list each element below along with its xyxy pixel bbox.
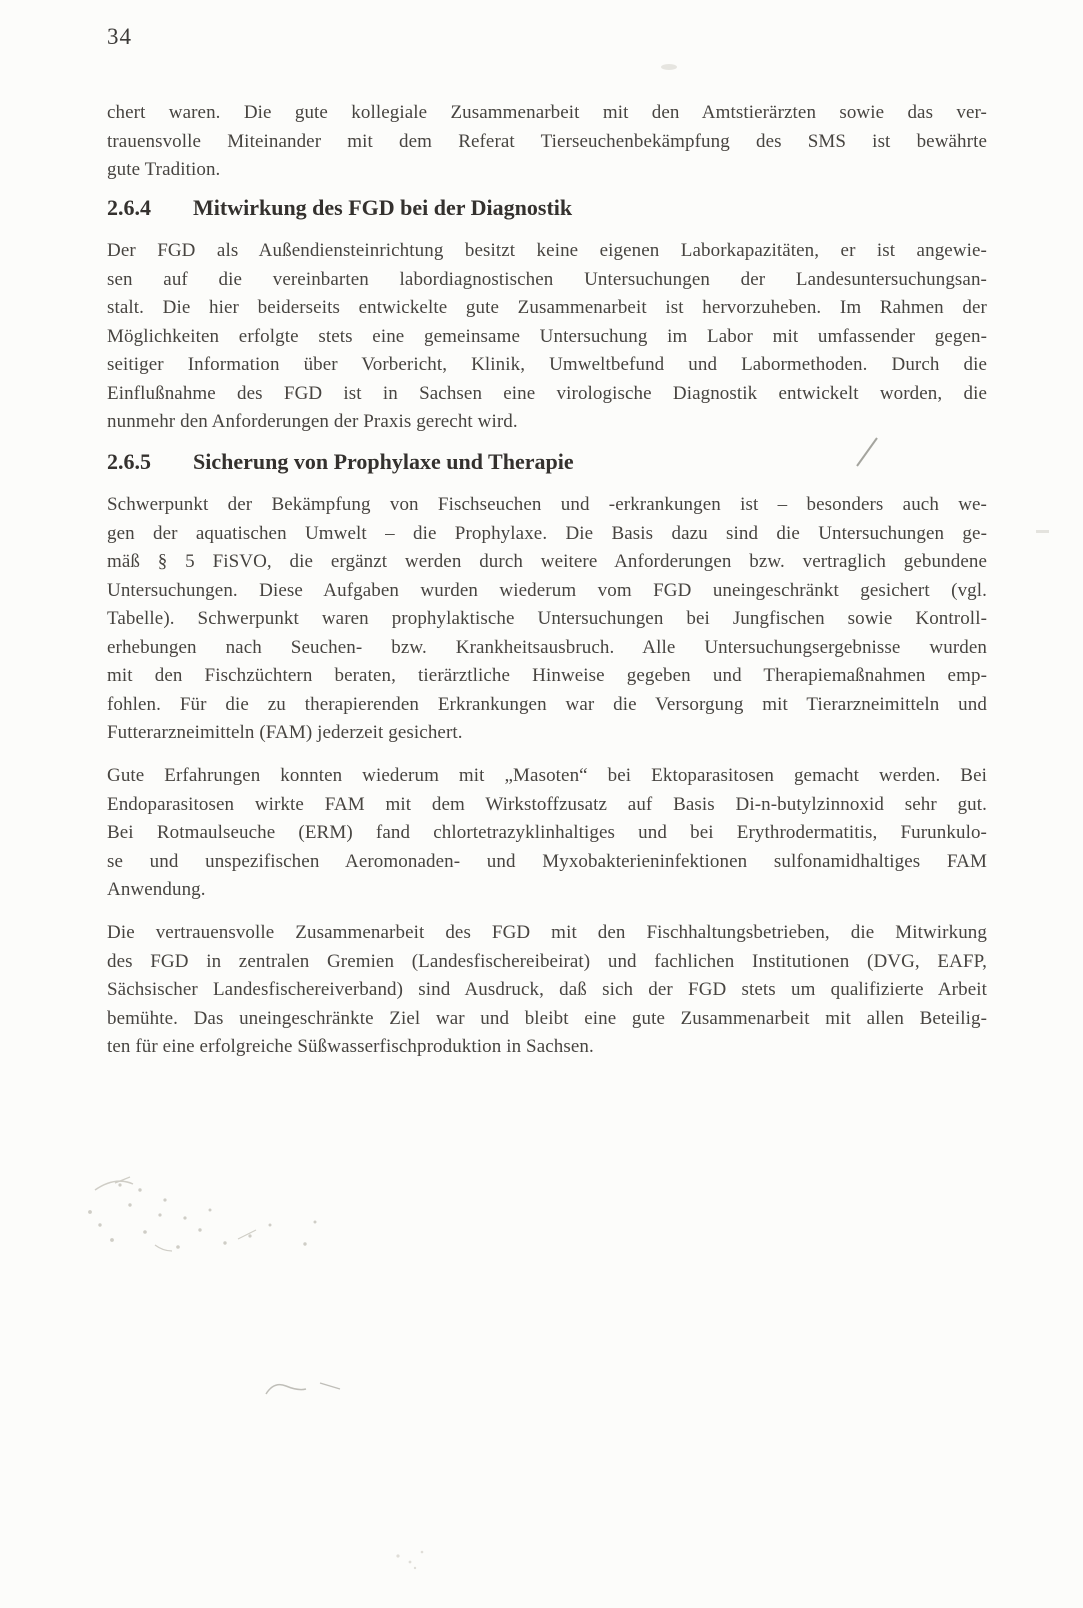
paragraph	[107, 762, 987, 905]
paragraph	[107, 99, 987, 185]
text-line: ten für eine erfolgreiche Süßwasserfischproduktion in Sachsen.	[107, 1036, 594, 1057]
text-line: Gute Erfahrungen konnten wiederum mit „Masoten“ bei Ektoparasitosen gemacht werden. Bei	[107, 765, 987, 786]
text-line: des FGD in zentralen Gremien (Landesfischereibeirat) und fachlichen Institutionen (DVG, EAFP,	[107, 950, 987, 972]
text-line: gen der aquatischen Umwelt – die Prophylaxe. Die Basis dazu sind die Untersuchungen ge-	[107, 522, 987, 544]
paragraph	[107, 237, 987, 437]
text-line: chert waren. Die gute kollegiale Zusammenarbeit mit den Amtstierärzten sowie das ver-	[107, 102, 987, 123]
text-line: Möglichkeiten erfolgte stets eine gemeinsame Untersuchung im Labor mit umfassender gegen-	[107, 325, 987, 347]
text-line: Endoparasitosen wirkte FAM mit dem Wirkstoffzusatz auf Basis Di-n-butylzinnoxid sehr gut.	[107, 793, 987, 815]
text-line: Tabelle). Schwerpunkt waren prophylaktische Untersuchungen bei Jungfischen sowie Kontroll-	[107, 608, 987, 629]
text-line: trauensvolle Miteinander mit dem Referat Tierseuchenbekämpfung des SMS ist bewährte	[107, 130, 987, 152]
text-line: erhebungen nach Seuchen- bzw. Krankheitsausbruch. Alle Untersuchungsergebnisse wurden	[107, 636, 987, 658]
text-line: stalt. Die hier beiderseits entwickelte gute Zusammenarbeit ist hervorzuheben. Im Rahmen der	[107, 297, 987, 318]
section-number: 2.6.5	[107, 449, 151, 474]
pencil-squiggle	[266, 1383, 340, 1394]
text-line: Untersuchungen. Diese Aufgaben wurden wiederum vom FGD uneingeschränkt gesichert (vgl.	[107, 579, 987, 601]
text-line: mit den Fischzüchtern beraten, tierärztliche Hinweise gegeben und Therapiemaßnahmen emp-	[107, 665, 987, 686]
text-line: Schwerpunkt der Bekämpfung von Fischseuchen und -erkrankungen ist – besonders auch we-	[107, 494, 987, 515]
section-title: Sicherung von Prophylaxe und Therapie	[193, 449, 574, 474]
text-line: se und unspezifischen Aeromonaden- und Myxobakterieninfektionen sulfonamidhaltiges FAM	[107, 850, 987, 872]
smudge-bottom	[396, 1551, 423, 1570]
paragraph	[107, 491, 987, 748]
pencil-scribble	[89, 1177, 316, 1251]
text-line: Bei Rotmaulseuche (ERM) fand chlortetrazyklinhaltiges und bei Erythrodermatitis, Furunkulo-	[107, 822, 987, 843]
section-number: 2.6.4	[107, 195, 151, 220]
text-line: bemühte. Das uneingeschränkte Ziel war und bleibt eine gute Zusammenarbeit mit allen Beteilig-	[107, 1007, 987, 1029]
text-line: Die vertrauensvolle Zusammenarbeit des FGD mit den Fischhaltungsbetrieben, die Mitwirkung	[107, 922, 987, 943]
text-line: Sächsischer Landesfischereiverband) sind Ausdruck, daß sich der FGD stets um qualifizierte Arbeit	[107, 979, 987, 1000]
text-line: seitiger Information über Vorbericht, Klinik, Umweltbefund und Labormethoden. Durch die	[107, 354, 987, 375]
text-line: Einflußnahme des FGD ist in Sachsen eine virologische Diagnostik entwickelt worden, die	[107, 382, 987, 404]
text-line: sen auf die vereinbarten labordiagnostischen Untersuchungen der Landesuntersuchungsan-	[107, 268, 987, 290]
text-line: Anwendung.	[107, 879, 206, 900]
text-line: Futterarzneimitteln (FAM) jederzeit gesichert.	[107, 722, 463, 743]
text-line: nunmehr den Anforderungen der Praxis gerecht wird.	[107, 411, 518, 432]
section-heading	[107, 194, 987, 222]
page-number: 34	[107, 24, 132, 49]
text-line: mäß § 5 FiSVO, die ergänzt werden durch weitere Anforderungen bzw. vertraglich gebundene	[107, 551, 987, 572]
text-line: gute Tradition.	[107, 159, 221, 180]
text-line: Der FGD als Außendiensteinrichtung besitzt keine eigenen Laborkapazitäten, er ist angewie-	[107, 240, 987, 261]
text-line: fohlen. Für die zu therapierenden Erkrankungen war die Versorgung mit Tierarzneimitteln und	[107, 693, 987, 715]
section-title: Mitwirkung des FGD bei der Diagnostik	[193, 195, 573, 220]
paragraph	[107, 919, 987, 1062]
section-heading	[107, 448, 987, 476]
